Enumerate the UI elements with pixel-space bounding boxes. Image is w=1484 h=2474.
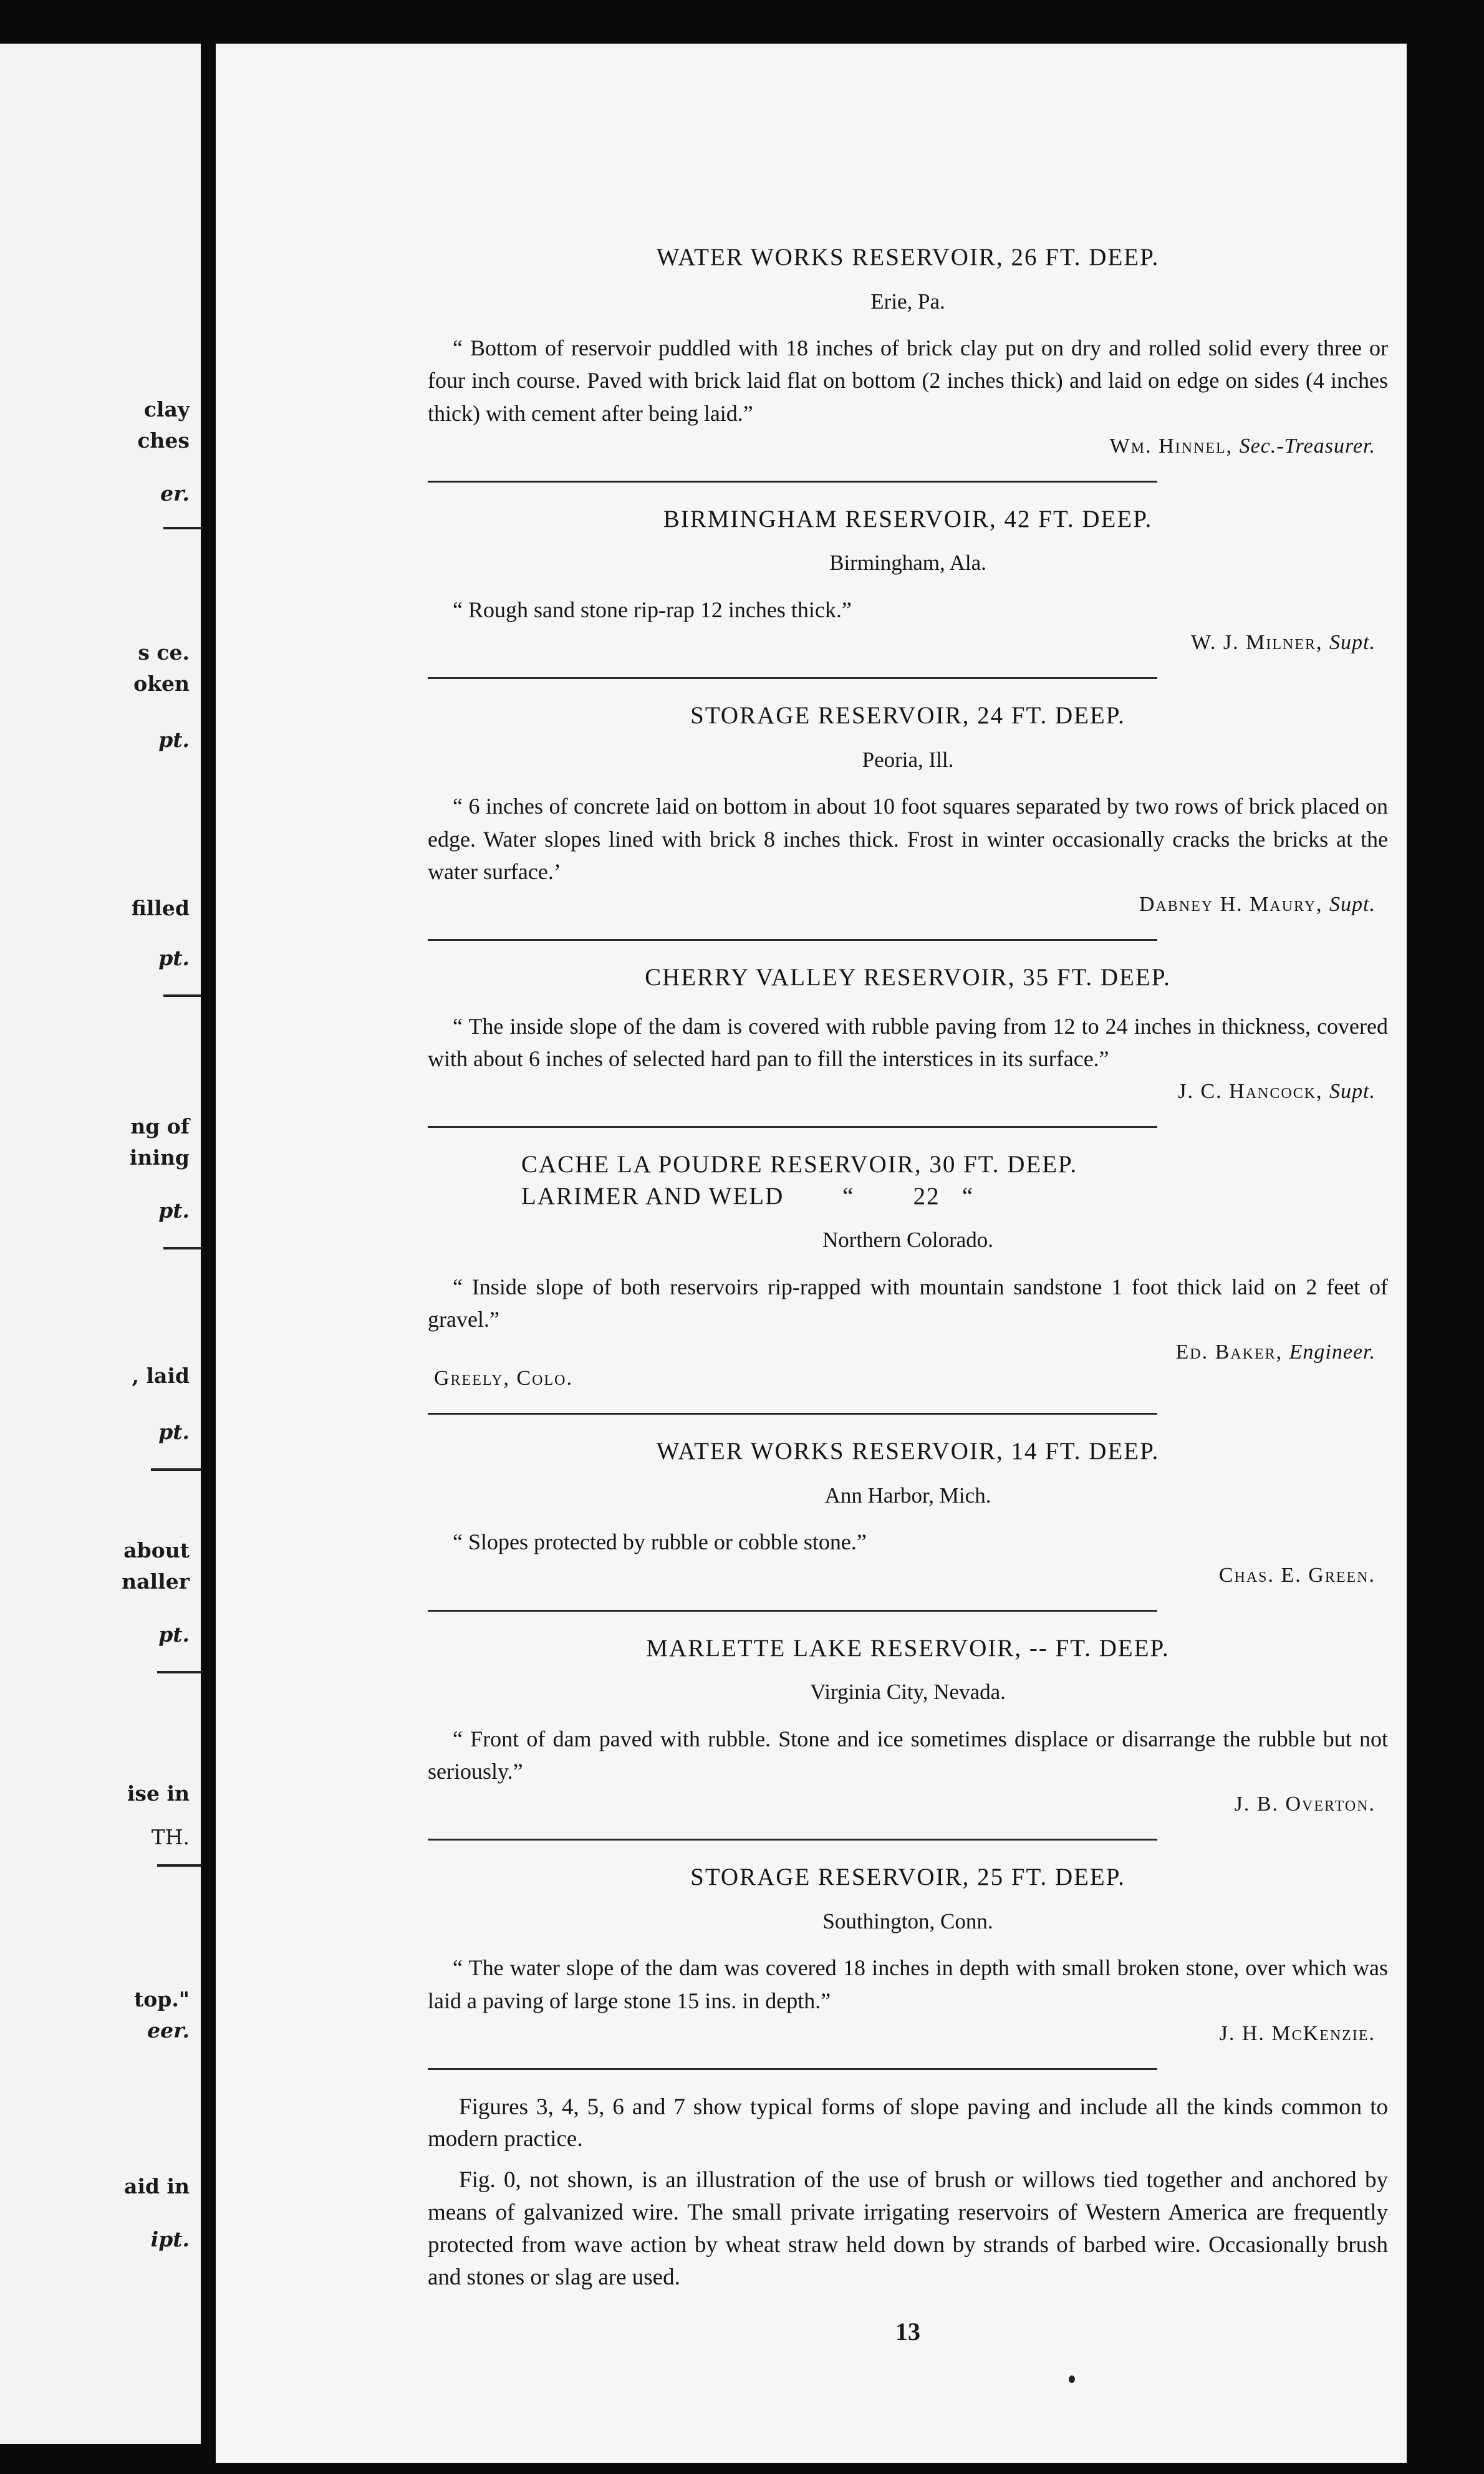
left-fragment: pt. [158, 1622, 190, 1647]
section-divider [428, 1126, 1157, 1128]
entry-heading: WATER WORKS RESERVOIR, 14 FT. DEEP. [656, 1438, 1160, 1465]
left-fragment: filled [131, 896, 190, 920]
left-rule [151, 1468, 201, 1471]
entry-quote: “ Front of dam paved with rubble. Stone and ice sometimes displace or disarrange the rubble but not seriously.” [428, 1726, 1388, 1784]
signature-name: W. J. Milner, [1190, 631, 1323, 655]
entry-heading: CHERRY VALLEY RESERVOIR, 35 FT. DEEP. [645, 963, 1171, 991]
reservoir-entry [428, 1436, 1388, 1587]
entry-signature [428, 631, 1376, 655]
reservoir-entry [428, 1149, 1388, 1390]
book-spine [201, 37, 216, 2457]
left-rule [163, 994, 201, 997]
entry-location: Virginia City, Nevada. [810, 1680, 1006, 1705]
signature-name: J. C. Hancock, [1178, 1079, 1323, 1103]
left-fragment: eer. [147, 2018, 190, 2043]
signature-name: Wm. Hinnel, [1109, 434, 1233, 458]
left-fragment: aid in [123, 2174, 190, 2198]
entry-quote: “ Bottom of reservoir puddled with 18 inches of brick clay put on dry and rolled solid every three or four inch course. Paved with brick laid flat on bottom (2 inches thick) and laid on edge on sides (4 inches thick) with cement after being laid.” [428, 335, 1388, 426]
signature-title: Supt. [1329, 1079, 1376, 1103]
signature-name: Chas. E. Green. [1218, 1563, 1376, 1587]
section-divider [428, 1413, 1157, 1415]
page-number: 13 [895, 2318, 920, 2346]
section-divider [428, 1839, 1157, 1841]
entry-location: Northern Colorado. [822, 1228, 994, 1253]
left-fragment: pt. [158, 946, 190, 970]
left-fragment: pt. [158, 728, 190, 752]
left-fragment: naller [122, 1569, 190, 1594]
section-divider [428, 1610, 1157, 1612]
entry-quote: “ Inside slope of both reservoirs rip-rapped with mountain sandstone 1 foot thick laid on 2 feet of gravel.” [428, 1274, 1388, 1332]
left-fragment: oken [133, 671, 190, 696]
left-page-fragment [0, 44, 201, 2444]
section-divider [428, 2068, 1157, 2070]
reservoir-entry [428, 1862, 1388, 2046]
left-fragment: about [123, 1538, 190, 1562]
signature-title: Sec.-Treasurer. [1239, 434, 1376, 458]
entry-heading: MARLETTE LAKE RESERVOIR, -- FT. DEEP. [646, 1634, 1170, 1662]
entry-quote: “ The water slope of the dam was covered 18 inches in depth with small broken stone, over which was laid a paving of large stone 15 ins. in depth.” [428, 1955, 1388, 2013]
page-content [428, 242, 1388, 2346]
left-rule [157, 1864, 201, 1867]
signature-title: Supt. [1329, 631, 1376, 655]
left-fragment: s ce. [138, 640, 190, 665]
left-fragment: TH. [151, 1825, 190, 1849]
main-page [216, 44, 1407, 2463]
left-fragment: ining [129, 1145, 190, 1170]
left-fragment: pt. [158, 1420, 190, 1444]
left-fragment: top." [133, 1987, 190, 2011]
left-fragment: ise in [127, 1781, 190, 1806]
signature-name: J. B. Overton. [1234, 1793, 1376, 1816]
section-divider [428, 939, 1157, 941]
entry-heading: CACHE LA POUDRE RESERVOIR, 30 FT. DEEP. [521, 1150, 1078, 1178]
reservoir-entry [428, 242, 1388, 458]
entry-signature [428, 1793, 1376, 1816]
entry-heading: STORAGE RESERVOIR, 25 FT. DEEP. [690, 1864, 1125, 1891]
ink-speck [1069, 2375, 1075, 2383]
left-fragment: er. [160, 481, 190, 506]
entry-heading: BIRMINGHAM RESERVOIR, 42 FT. DEEP. [663, 505, 1153, 532]
entry-heading-second: LARIMER AND WELD “ 22 “ [521, 1182, 975, 1210]
reservoir-entry [428, 504, 1388, 655]
entry-quote: “ Slopes protected by rubble or cobble stone.” [453, 1529, 867, 1555]
entry-location: Erie, Pa. [870, 289, 945, 314]
signature-name: Ed. Baker, [1175, 1340, 1283, 1364]
left-fragment: pt. [158, 1198, 190, 1223]
signature-name: Dabney H. Maury, [1139, 892, 1323, 916]
entry-heading: STORAGE RESERVOIR, 24 FT. DEEP. [690, 702, 1125, 729]
reservoir-entry [428, 962, 1388, 1104]
body-paragraph: Fig. 0, not shown, is an illustration of the use of brush or willows tied together and anchored by means of galvanized wire. The small private irrigating reservoirs of Western America are frequently protected from wave action by wheat straw held down by strands of barbed wire. Occasionally brush and stones or slag are used. [428, 2167, 1388, 2290]
entry-signature [428, 1080, 1376, 1104]
left-rule [163, 1247, 201, 1249]
left-fragment: clay [143, 397, 190, 421]
signature-title: Supt. [1329, 892, 1376, 916]
left-fragment: ipt. [150, 2227, 190, 2251]
entry-signature [428, 1564, 1376, 1587]
entry-place-signature: Greely, Colo. [434, 1367, 573, 1390]
entry-location: Birmingham, Ala. [829, 551, 986, 575]
left-rule [157, 1671, 201, 1673]
entry-signature [428, 893, 1376, 917]
reservoir-entry [428, 1633, 1388, 1817]
signature-name: J. H. McKenzie. [1219, 2021, 1376, 2045]
left-fragment: ches [137, 428, 190, 453]
entry-signature [428, 1340, 1376, 1364]
entry-heading: WATER WORKS RESERVOIR, 26 FT. DEEP. [656, 244, 1160, 271]
entry-location: Peoria, Ill. [862, 747, 954, 772]
left-fragment: , laid [132, 1364, 190, 1388]
entry-signature [428, 435, 1376, 458]
reservoir-entry [428, 700, 1388, 917]
entry-quote: “ Rough sand stone rip-rap 12 inches thick.” [453, 597, 852, 622]
entry-signature [428, 2022, 1376, 2046]
left-rule [163, 527, 201, 529]
entry-location: Ann Harbor, Mich. [824, 1483, 991, 1508]
section-divider [428, 677, 1157, 679]
entry-quote: “ The inside slope of the dam is covered with rubble paving from 12 to 24 inches in thickness, covered with about 6 inches of selected hard pan to fill the interstices in its surface.” [428, 1013, 1388, 1071]
body-paragraph: Figures 3, 4, 5, 6 and 7 show typical forms of slope paving and include all the kinds common to modern practice. [428, 2094, 1388, 2152]
section-divider [428, 481, 1157, 483]
entry-quote: “ 6 inches of concrete laid on bottom in about 10 foot squares separated by two rows of brick placed on edge. Water slopes lined with brick 8 inches thick. Frost in winter occasionally cracks the bricks at the water surface.’ [428, 794, 1388, 884]
entry-location: Southington, Conn. [822, 1908, 993, 1933]
signature-title: Engineer. [1289, 1340, 1376, 1364]
left-fragment: ng of [130, 1114, 190, 1138]
